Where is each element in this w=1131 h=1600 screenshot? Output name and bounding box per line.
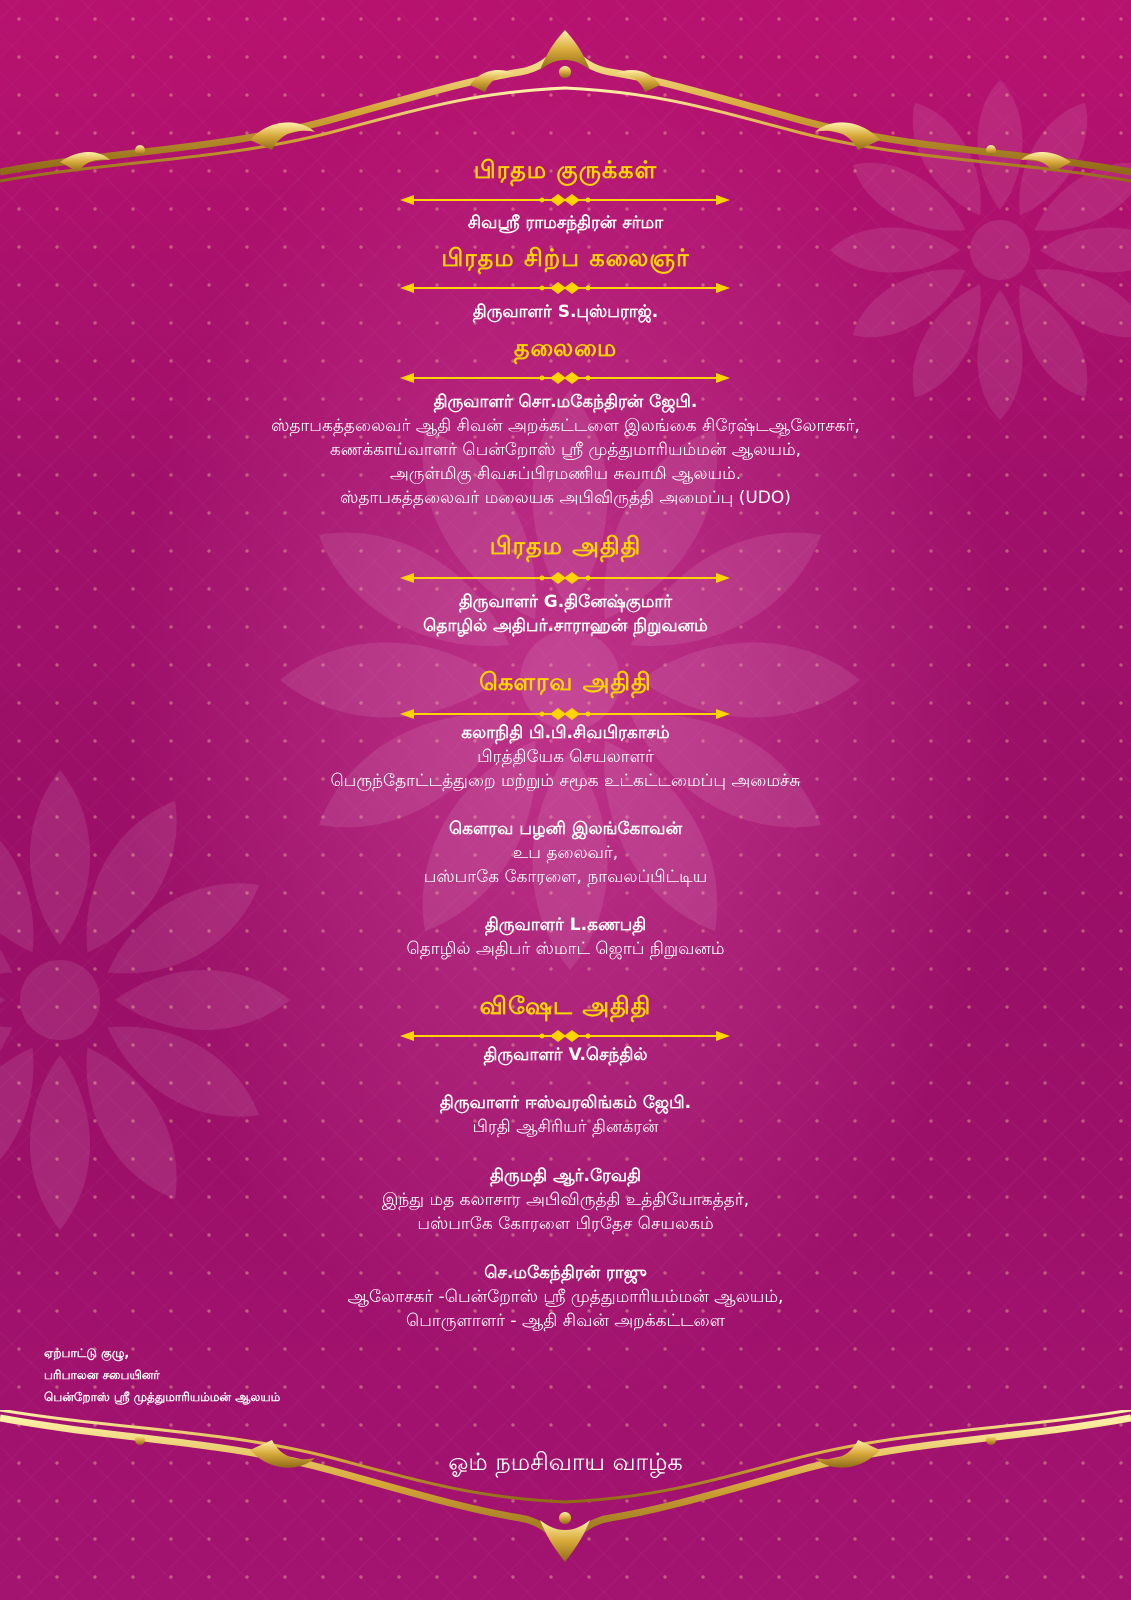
gold-divider [400,280,730,296]
guest-name: தொழில் அதிபர்.சாராஹன் நிறுவனம் [423,616,708,636]
gold-divider [400,570,730,586]
gold-divider [400,1028,730,1044]
guest-title: பிரத்தியேக செயலாளர் [477,747,654,767]
section-heading: கௌரவ அதிதி [479,668,652,696]
guest-name: கௌரவ பழனி இலங்கோவன் [448,819,683,839]
guest-name: திருவாளர் ஈஸ்வரலிங்கம் ஜேபி. [439,1093,692,1113]
guest-title: ஸ்தாபகத்தலைவர் மலையக அபிவிருத்தி அமைப்பு (UDO) [340,488,791,508]
guest-name: திருவாளர் V.செந்தில் [483,1045,648,1065]
guest-title: பஸ்பாகே கோரளை பிரதேச செயலகம் [417,1214,714,1234]
guest-title: இந்து மத கலாசார அபிவிருத்தி உத்தியோகத்தர், [381,1190,750,1210]
section-heading: பிரதம சிற்ப கலைஞர் [441,244,690,272]
guest-title: உப தலைவர், [512,843,619,863]
section-heading: பிரதம அதிதி [489,532,642,560]
guest-name: திருமதி ஆர்.ரேவதி [489,1166,642,1186]
guest-title: பஸ்பாகே கோரளை, நாவலப்பிட்டிய [423,867,708,887]
guest-name: சிவஸ்ரீ ராமசந்திரன் சர்மா [467,213,664,233]
organizers-line: ஏற்பாட்டு குழு, [44,1346,130,1360]
organizers-line: பென்றோஸ் ஸ்ரீ முத்துமாரியம்மன் ஆலயம் [44,1390,281,1404]
organizers-block [44,1342,280,1408]
guest-title: கணக்காய்வாளர் பென்றோஸ் ஸ்ரீ முத்துமாரியம்மன் ஆலயம், [329,440,802,460]
section-heading: பிரதம குருக்கள் [473,156,658,184]
guest-title: ஸ்தாபகத்தலைவர் ஆதி சிவன் அறக்கட்டளை இலங்கை சிரேஷ்டஆலோசகர், [271,416,860,436]
guest-name: கலாநிதி பி.பி.சிவபிரகாசம் [461,723,670,743]
closing-blessing: ஓம் நமசிவாய வாழ்க [448,1448,683,1476]
gold-divider [400,370,730,386]
section-heading: விஷேட அதிதி [479,992,652,1020]
guest-title: அருள்மிகு சிவசுப்பிரமணிய சுவாமி ஆலயம். [389,464,742,484]
guest-title: ஆலோசகர் -பென்றோஸ் ஸ்ரீ முத்துமாரியம்மன் ஆலயம், [347,1287,784,1307]
guest-title: பெருந்தோட்டத்துறை மற்றும் சமூக உட்கட்டமைப்பு அமைச்சு [330,771,801,791]
guest-title: தொழில் அதிபர் ஸ்மாட் ஜொப் நிறுவனம் [406,939,725,959]
gold-divider [400,192,730,208]
guest-name: திருவாளர் G.தினேஷ்குமார் [458,592,673,612]
guest-title: பிரதி ஆசிரியர் தினகரன் [472,1117,659,1137]
guest-name: திருவாளர் L.கணபதி [484,915,647,935]
guest-name: திருவாளர் சொ.மகேந்திரன் ஜேபி. [433,392,698,412]
guest-name: செ.மகேந்திரன் ராஜு [484,1263,647,1283]
guest-name: திருவாளர் S.புஸ்பராஜ். [472,302,659,322]
section-heading: தலைமை [513,334,618,362]
guest-title: பொருளாளர் - ஆதி சிவன் அறக்கட்டளை [406,1311,725,1331]
gold-divider [400,706,730,722]
organizers-line: பரிபாலன சபையினர் [44,1368,160,1382]
